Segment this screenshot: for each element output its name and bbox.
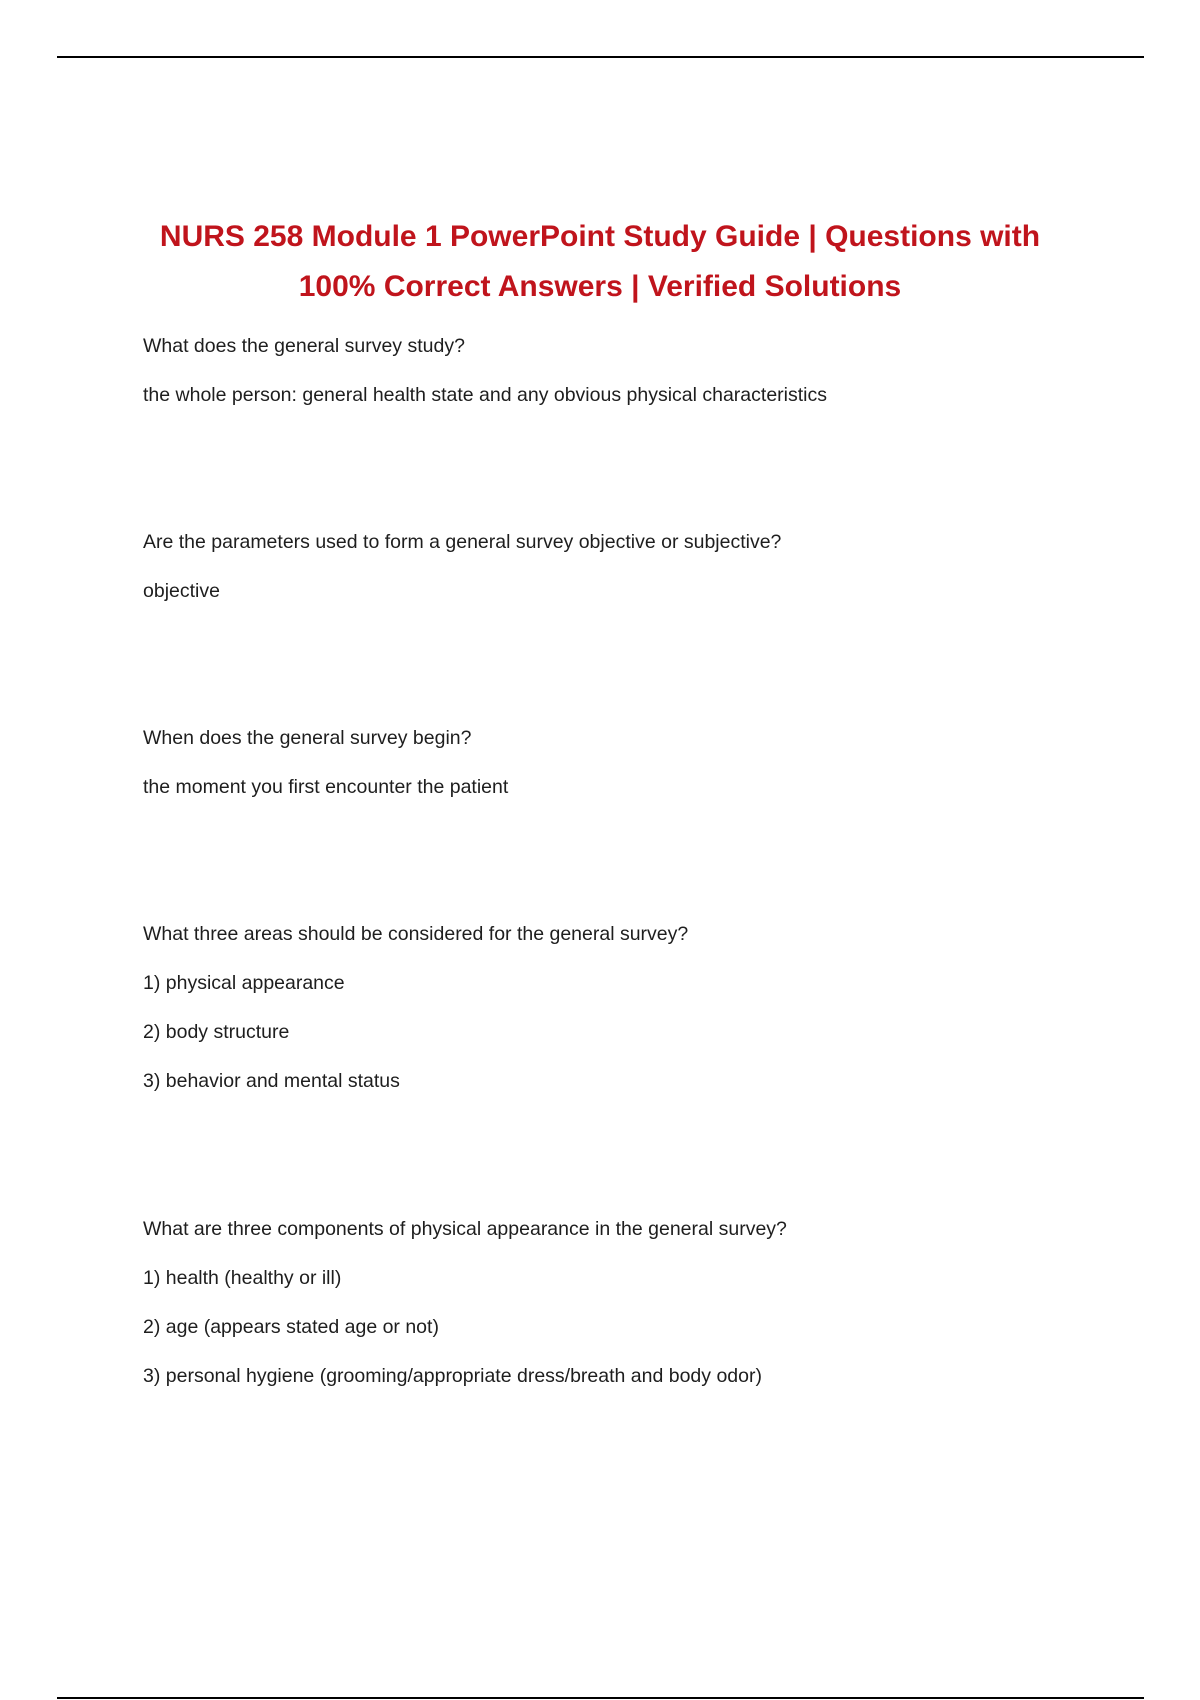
title-line-1: NURS 258 Module 1 PowerPoint Study Guide | Questions with bbox=[159, 220, 1041, 253]
footer-rule bbox=[57, 1697, 1144, 1699]
qa-item bbox=[143, 910, 1143, 1106]
answer: the moment you first encounter the patient bbox=[143, 776, 509, 798]
answer-list-item: 3) behavior and mental status bbox=[143, 1070, 400, 1092]
answer-list-item: 2) age (appears stated age or not) bbox=[143, 1316, 439, 1338]
answer-list-item: 1) physical appearance bbox=[143, 972, 345, 994]
qa-item bbox=[143, 1205, 1143, 1401]
qa-item bbox=[143, 518, 1143, 616]
header-rule bbox=[57, 56, 1144, 58]
question: When does the general survey begin? bbox=[143, 727, 472, 749]
answer-list-item: 1) health (healthy or ill) bbox=[143, 1267, 342, 1289]
answer: the whole person: general health state and any obvious physical characteristics bbox=[143, 384, 827, 406]
answer-list-item: 3) personal hygiene (grooming/appropriate dress/breath and body odor) bbox=[143, 1365, 762, 1387]
question: What does the general survey study? bbox=[143, 335, 465, 357]
title-line-2: 100% Correct Answers | Verified Solutions bbox=[298, 270, 902, 303]
answer-list-item: 2) body structure bbox=[143, 1021, 290, 1043]
qa-item bbox=[143, 714, 1143, 812]
answer: objective bbox=[143, 580, 220, 602]
document-title bbox=[100, 212, 1100, 312]
question: Are the parameters used to form a general survey objective or subjective? bbox=[143, 531, 782, 553]
qa-item bbox=[143, 322, 1143, 420]
question: What three areas should be considered for the general survey? bbox=[143, 923, 689, 945]
question: What are three components of physical appearance in the general survey? bbox=[143, 1218, 787, 1240]
